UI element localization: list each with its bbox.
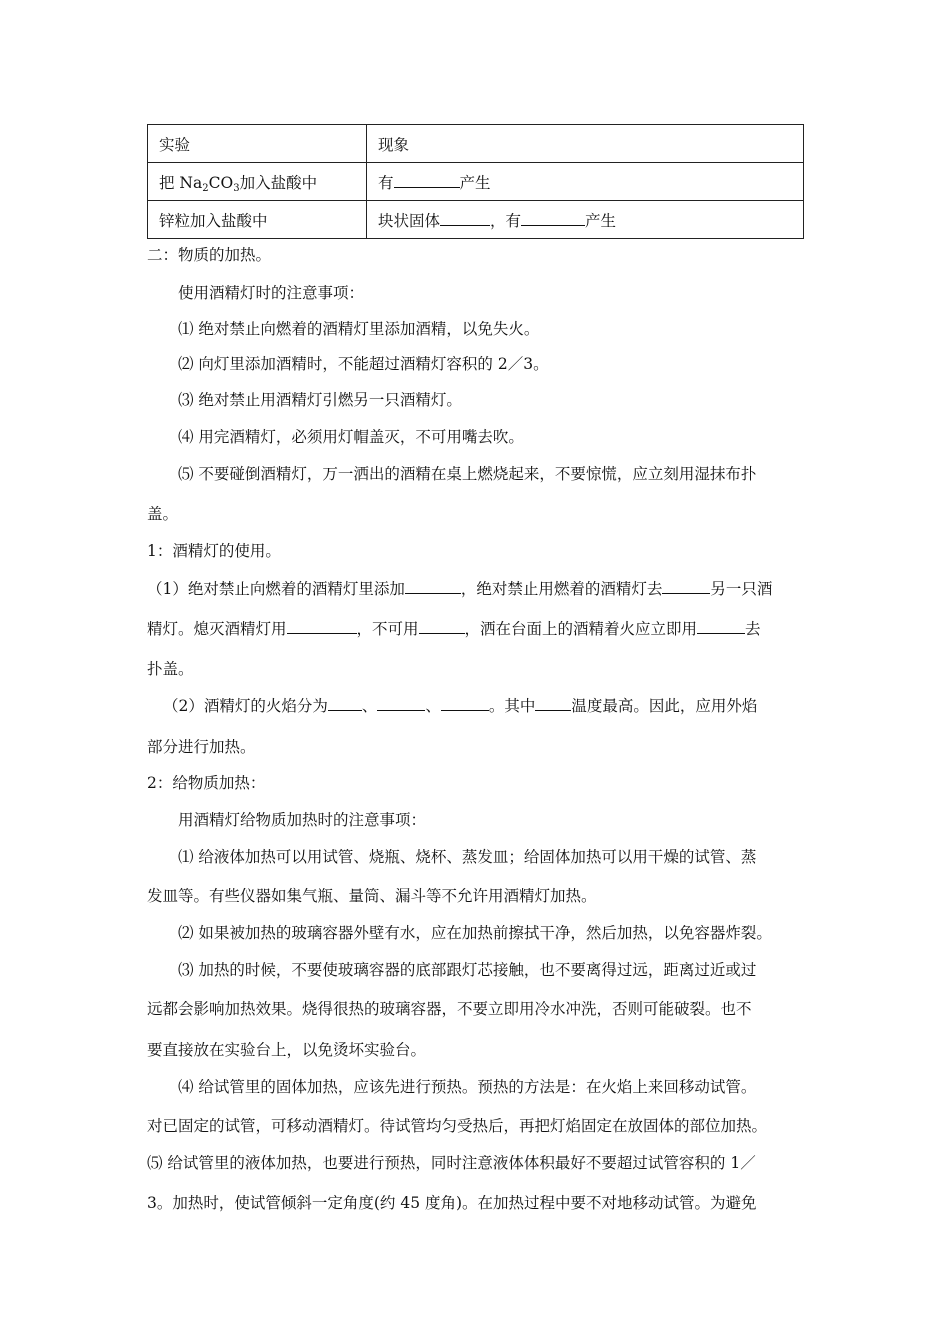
question-text: 、 xyxy=(425,697,441,715)
question-text: 另一只酒 xyxy=(710,580,773,598)
notes-heading: 使用酒精灯时的注意事项： xyxy=(178,284,365,302)
fill-blank[interactable] xyxy=(441,698,489,711)
note-item: ⑴ 绝对禁止向燃着的酒精灯里添加酒精，以免失火。 xyxy=(178,320,540,338)
note-item-cont: 要直接放在实验台上，以免烫坏实验台。 xyxy=(147,1041,427,1059)
row2-obs-text: 块状固体 xyxy=(378,211,441,230)
row1-exp-text: CO xyxy=(208,173,234,192)
section-title: 二：物质的加热。 xyxy=(147,246,272,264)
fill-blank[interactable] xyxy=(535,698,571,711)
table-row xyxy=(148,163,804,201)
notes-heading: 用酒精灯给物质加热时的注意事项： xyxy=(178,811,427,829)
question-text: （2）酒精灯的火焰分为 xyxy=(163,697,328,715)
question-line xyxy=(147,577,772,599)
note-item: ⑷ 给试管里的固体加热，应该先进行预热。预热的方法是：在火焰上来回移动试管。 xyxy=(178,1078,757,1096)
fill-blank[interactable] xyxy=(377,698,425,711)
fill-blank[interactable] xyxy=(521,213,585,226)
row2-phenomenon xyxy=(367,201,804,239)
fill-blank[interactable] xyxy=(394,175,460,188)
note-item: ⑵ 如果被加热的玻璃容器外壁有水，应在加热前擦拭干净，然后加热，以免容器炸裂。 xyxy=(178,924,772,942)
fill-blank[interactable] xyxy=(662,581,710,594)
fill-blank[interactable] xyxy=(440,213,490,226)
note-item: ⑶ 加热的时候，不要使玻璃容器的底部跟灯芯接触，也不要离得过远，距离过近或过 xyxy=(178,961,757,979)
fill-blank[interactable] xyxy=(287,621,357,634)
row1-obs-text: 产生 xyxy=(459,173,491,192)
row1-exp-text: 加入盐酸中 xyxy=(239,173,318,192)
fill-blank[interactable] xyxy=(419,621,465,634)
question-text: 。其中 xyxy=(488,697,536,715)
note-item-cont: 发皿等。有些仪器如集气瓶、量筒、漏斗等不允许用酒精灯加热。 xyxy=(147,887,597,905)
table-row xyxy=(148,201,804,239)
subsection-heading: 1：酒精灯的使用。 xyxy=(147,542,281,560)
fill-blank[interactable] xyxy=(697,621,745,634)
question-line: 部分进行加热。 xyxy=(147,738,256,756)
subsection-heading: 2：给物质加热： xyxy=(147,774,266,792)
note-item: ⑶ 绝对禁止用酒精灯引燃另一只酒精灯。 xyxy=(178,391,462,409)
question-line xyxy=(163,694,757,716)
fill-blank[interactable] xyxy=(328,698,362,711)
question-text: ，洒在台面上的酒精着火应立即用 xyxy=(464,620,698,638)
note-item-cont: 对已固定的试管，可移动酒精灯。待试管均匀受热后，再把灯焰固定在放固体的部位加热。 xyxy=(147,1117,768,1135)
subscript: 3 xyxy=(233,182,240,194)
note-item: ⑸ 不要碰倒酒精灯，万一洒出的酒精在桌上燃烧起来，不要惊慌，应立刻用湿抹布扑 xyxy=(178,465,757,483)
question-text: ，绝对禁止用燃着的酒精灯去 xyxy=(460,580,663,598)
question-text: 去 xyxy=(745,620,761,638)
row1-phenomenon xyxy=(367,163,804,201)
question-line xyxy=(147,617,761,639)
row1-obs-text: 有 xyxy=(378,173,394,192)
question-text: （1）绝对禁止向燃着的酒精灯里添加 xyxy=(147,580,405,598)
note-item-cont: 3。加热时，使试管倾斜一定角度(约 45 度角)。在加热过程中要不对地移动试管。为避免 xyxy=(147,1194,757,1212)
note-item: ⑷ 用完酒精灯，必须用灯帽盖灭，不可用嘴去吹。 xyxy=(178,428,524,446)
header-experiment: 实验 xyxy=(148,125,367,163)
question-text: 、 xyxy=(361,697,378,715)
note-item: ⑸ 给试管里的液体加热，也要进行预热，同时注意液体体积最好不要超过试管容积的 1／ xyxy=(147,1154,756,1172)
subscript: 2 xyxy=(202,182,209,194)
note-item: ⑵ 向灯里添加酒精时，不能超过酒精灯容积的 2／3。 xyxy=(178,355,549,373)
table-header-row xyxy=(148,125,804,163)
question-text: 温度最高。因此，应用外焰 xyxy=(571,697,758,715)
row2-obs-text: ，有 xyxy=(490,211,522,230)
question-text: 精灯。熄灭酒精灯用 xyxy=(147,620,287,638)
row2-experiment: 锌粒加入盐酸中 xyxy=(148,201,367,239)
row1-exp-text: 把 Na xyxy=(159,173,203,192)
note-item-cont: 远都会影响加热效果。烧得很热的玻璃容器，不要立即用冷水冲洗，否则可能破裂。也不 xyxy=(147,1000,752,1018)
row2-obs-text: 产生 xyxy=(585,211,617,230)
note-item: ⑴ 给液体加热可以用试管、烧瓶、烧杯、蒸发皿；给固体加热可以用干燥的试管、蒸 xyxy=(178,848,757,866)
question-text: ，不可用 xyxy=(356,620,419,638)
row1-experiment xyxy=(148,163,367,201)
header-phenomenon: 现象 xyxy=(367,125,804,163)
experiment-table xyxy=(147,124,804,239)
fill-blank[interactable] xyxy=(405,581,461,594)
question-line: 扑盖。 xyxy=(147,660,194,678)
note-item-cont: 盖。 xyxy=(147,505,179,523)
